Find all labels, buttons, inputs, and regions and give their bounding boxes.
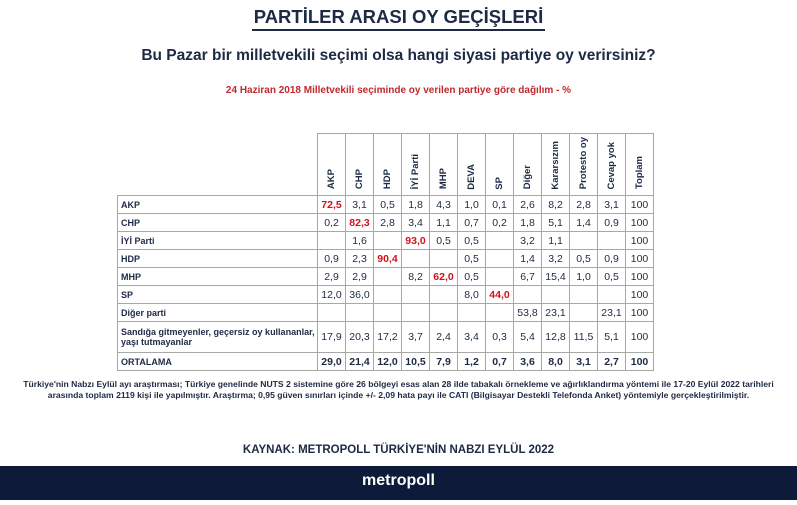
table-cell: 3,1 — [570, 353, 598, 371]
row-label: SP — [118, 286, 318, 304]
title-text: PARTİLER ARASI OY GEÇİŞLERİ — [252, 6, 546, 31]
table-cell: 0,2 — [486, 214, 514, 232]
table-cell: 0,5 — [458, 250, 486, 268]
table-cell: 3,1 — [598, 196, 626, 214]
table-cell: 93,0 — [402, 232, 430, 250]
table-cell: 8,2 — [542, 196, 570, 214]
table-cell: 0,9 — [598, 214, 626, 232]
table-cell — [486, 268, 514, 286]
table-cell: 17,9 — [318, 322, 346, 353]
table-cell: 0,5 — [458, 232, 486, 250]
table-cell: 0,3 — [486, 322, 514, 353]
column-header-label: İYİ Parti — [410, 153, 421, 190]
footer-stripe — [0, 500, 797, 505]
table-cell: 100 — [626, 232, 654, 250]
table-cell — [486, 232, 514, 250]
table-row — [118, 286, 654, 304]
table-cell: 100 — [626, 304, 654, 322]
table-cell: 0,9 — [598, 250, 626, 268]
table-cell: 0,7 — [486, 353, 514, 371]
table-cell — [430, 250, 458, 268]
column-header-label: Kararsızım — [550, 140, 561, 190]
table-cell: 1,1 — [430, 214, 458, 232]
table-cell — [486, 250, 514, 268]
table-cell: 0,7 — [458, 214, 486, 232]
column-header-label: Diğer — [522, 164, 533, 190]
table-cell: 12,0 — [318, 286, 346, 304]
table-cell: 100 — [626, 353, 654, 371]
table-cell: 100 — [626, 322, 654, 353]
table-cell: 8,2 — [402, 268, 430, 286]
table-cell — [318, 304, 346, 322]
table-cell: 5,1 — [598, 322, 626, 353]
table-cell: 11,5 — [570, 322, 598, 353]
table-row — [118, 214, 654, 232]
table-cell: 3,2 — [514, 232, 542, 250]
table-cell — [318, 232, 346, 250]
table-cell — [514, 286, 542, 304]
table-cell: 100 — [626, 214, 654, 232]
vote-transition-table — [117, 133, 654, 371]
table-cell: 0,5 — [430, 232, 458, 250]
table-cell: 2,8 — [570, 196, 598, 214]
column-header — [598, 134, 626, 196]
table-cell: 17,2 — [374, 322, 402, 353]
row-label: İYİ Parti — [118, 232, 318, 250]
column-header — [430, 134, 458, 196]
row-label: AKP — [118, 196, 318, 214]
table-cell: 72,5 — [318, 196, 346, 214]
table-cell: 6,7 — [514, 268, 542, 286]
table-cell — [374, 286, 402, 304]
table-cell: 12,8 — [542, 322, 570, 353]
table-cell: 3,4 — [458, 322, 486, 353]
table-cell: 0,9 — [318, 250, 346, 268]
table-cell: 0,5 — [374, 196, 402, 214]
table-cell: 5,4 — [514, 322, 542, 353]
table-cell — [598, 232, 626, 250]
table-cell: 3,2 — [542, 250, 570, 268]
table-cell: 7,9 — [430, 353, 458, 371]
table-body — [118, 196, 654, 371]
table-caption: 24 Haziran 2018 Milletvekili seçiminde oy verilen partiye göre dağılım - % — [225, 85, 572, 96]
table-row — [118, 232, 654, 250]
table-cell: 62,0 — [430, 268, 458, 286]
table-cell: 2,9 — [318, 268, 346, 286]
table-row — [118, 304, 654, 322]
footer-bar — [0, 466, 797, 505]
survey-question: Bu Pazar bir milletvekili seçimi olsa hangi siyasi partiye oy verirsiniz? — [141, 47, 656, 64]
table-cell: 20,3 — [346, 322, 374, 353]
row-label: MHP — [118, 268, 318, 286]
table-cell: 90,4 — [374, 250, 402, 268]
table-cell: 100 — [626, 268, 654, 286]
table-cell: 44,0 — [486, 286, 514, 304]
table-cell: 2,3 — [346, 250, 374, 268]
table-cell: 2,7 — [598, 353, 626, 371]
brand-logo: metropoll — [362, 472, 435, 489]
column-header — [514, 134, 542, 196]
table-cell: 15,4 — [542, 268, 570, 286]
table-cell — [374, 304, 402, 322]
table-cell: 82,3 — [346, 214, 374, 232]
table-cell: 36,0 — [346, 286, 374, 304]
table-cell: 2,9 — [346, 268, 374, 286]
table-cell: 10,5 — [402, 353, 430, 371]
table-cell: 1,0 — [570, 268, 598, 286]
table-cell — [570, 286, 598, 304]
table-cell — [570, 304, 598, 322]
column-header-label: AKP — [326, 169, 337, 190]
column-header — [626, 134, 654, 196]
column-header — [374, 134, 402, 196]
table-cell: 5,1 — [542, 214, 570, 232]
table-cell — [486, 304, 514, 322]
column-header — [486, 134, 514, 196]
table-cell: 3,4 — [402, 214, 430, 232]
column-header — [542, 134, 570, 196]
table-cell: 0,5 — [570, 250, 598, 268]
table-cell: 3,6 — [514, 353, 542, 371]
row-label: Sandığa gitmeyenler, geçersiz oy kullananlar, yaşı tutmayanlar — [118, 322, 318, 353]
table-cell: 2,4 — [430, 322, 458, 353]
table-cell: 3,7 — [402, 322, 430, 353]
column-header-label: MHP — [438, 168, 449, 190]
table-cell — [430, 304, 458, 322]
row-label: HDP — [118, 250, 318, 268]
table-row — [118, 196, 654, 214]
column-header-label: Protesto oy — [578, 137, 589, 190]
column-header-label: HDP — [382, 169, 393, 190]
table-cell — [402, 304, 430, 322]
table-cell — [346, 304, 374, 322]
table-cell: 0,5 — [458, 268, 486, 286]
table-cell — [374, 268, 402, 286]
column-header-label: CHP — [354, 169, 365, 190]
table-cell: 100 — [626, 250, 654, 268]
table-cell: 2,6 — [514, 196, 542, 214]
row-label: ORTALAMA — [118, 353, 318, 371]
table-cell: 21,4 — [346, 353, 374, 371]
table-cell: 1,6 — [346, 232, 374, 250]
table-cell — [430, 286, 458, 304]
table-row — [118, 353, 654, 371]
table-cell: 1,2 — [458, 353, 486, 371]
table-cell: 8,0 — [542, 353, 570, 371]
table-cell — [458, 304, 486, 322]
table-cell: 23,1 — [598, 304, 626, 322]
table-cell: 1,0 — [458, 196, 486, 214]
table-cell: 2,8 — [374, 214, 402, 232]
row-label: CHP — [118, 214, 318, 232]
table-cell: 3,1 — [346, 196, 374, 214]
table-cell: 8,0 — [458, 286, 486, 304]
table-cell: 1,4 — [570, 214, 598, 232]
column-header-label: Cevap yok — [606, 141, 617, 190]
table-cell: 1,1 — [542, 232, 570, 250]
table-row — [118, 250, 654, 268]
table-cell — [598, 286, 626, 304]
table-cell: 53,8 — [514, 304, 542, 322]
row-label: Diğer parti — [118, 304, 318, 322]
column-header-label: DEVA — [466, 163, 477, 190]
table-cell — [570, 232, 598, 250]
table-header-row — [118, 134, 654, 196]
column-header — [402, 134, 430, 196]
table-cell: 0,1 — [486, 196, 514, 214]
table-cell: 12,0 — [374, 353, 402, 371]
table-corner — [118, 134, 318, 196]
table-cell — [402, 286, 430, 304]
table-cell: 100 — [626, 196, 654, 214]
page-title — [0, 6, 797, 31]
column-header-label: Toplam — [634, 156, 645, 190]
table-cell — [402, 250, 430, 268]
source-line: KAYNAK: METROPOLL TÜRKİYE'NİN NABZI EYLÜL 2022 — [242, 444, 555, 456]
methodology-note: Türkiye'nin Nabzı Eylül ayı araştırması; Türkiye genelinde NUTS 2 sistemine göre 26 bölgeyi esas alan 28 ilde tabakalı örnekleme ve ağırlıklandırma yöntemi ile 17-20 Eylül 2022 tarihleri arasında toplam 2119 kişi ile yapılmıştır. Araştırma; 0,95 güven sınırları içinde +/- 2,09 hata payı ile CATI (Bilgisayar Destekli Telefonda Anket) yöntemiyle gerçekleştirilmiştir. — [23, 379, 774, 400]
table-cell: 0,5 — [598, 268, 626, 286]
column-header — [458, 134, 486, 196]
table-cell: 4,3 — [430, 196, 458, 214]
column-header — [346, 134, 374, 196]
table-cell: 0,2 — [318, 214, 346, 232]
table-cell: 1,8 — [402, 196, 430, 214]
table-cell: 23,1 — [542, 304, 570, 322]
column-header — [318, 134, 346, 196]
column-header — [570, 134, 598, 196]
table-cell: 100 — [626, 286, 654, 304]
table-row — [118, 268, 654, 286]
table-cell — [374, 232, 402, 250]
table-cell: 29,0 — [318, 353, 346, 371]
table-row — [118, 322, 654, 353]
table-cell: 1,8 — [514, 214, 542, 232]
table-cell — [542, 286, 570, 304]
table-cell: 1,4 — [514, 250, 542, 268]
column-header-label: SP — [494, 176, 505, 190]
